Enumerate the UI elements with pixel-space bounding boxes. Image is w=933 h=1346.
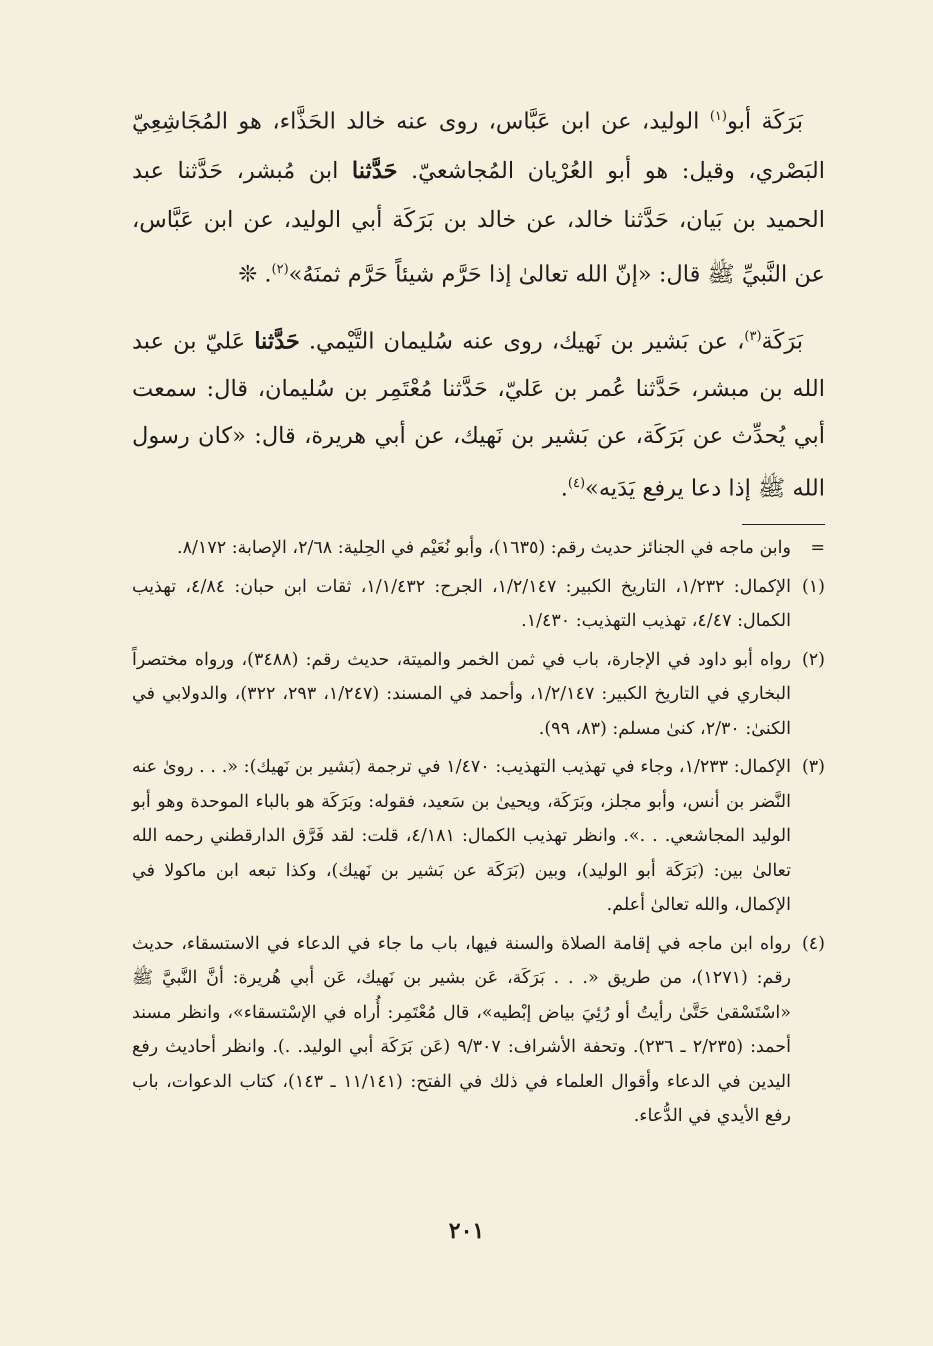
- entry-text: . ❊: [238, 261, 272, 287]
- footnote-text: رواه ابن ماجه في إقامة الصلاة والسنة فيها، باب ما جاء في الدعاء في الاستسقاء، حديث رقم: (١٢٧١)، من طريق «. . . بَرَكَة، عَن بشير بن نَهيك، عَن أبي هُريرة: أنَّ النَّبيَّ ﷺ «اسْتَسْقىٰ حَتَّىٰ رأيتُ أو رُئِيَ بياض إبْطيه»، قال مُعْتَمِر: أُراه في الإسْتسقاء»، وانظر مسند أحمد: (٢/٢٣٥ ـ ٢٣٦). وتحفة الأشراف: ٩/٣٠٧ (عَن بَرَكَة أبي الوليد. .). وانظر أحاديث رفع اليدين في الدعاء وأقوال العلماء في ذلك في الفتح: (١١/١٤١ ـ ١٤٣)، كتاب الدعوات، باب رفع الأيدي في الدُّعاء.: [132, 933, 792, 1126]
- footnote-3: [132, 750, 825, 923]
- haddathana-keyword: حَدَّثنا: [351, 157, 398, 184]
- entry-text: ، عن بَشير بن نَهيك، روى عنه سُليمان التَّيْمي.: [299, 328, 745, 355]
- entry-text: بَرَكَة: [761, 328, 803, 355]
- footnote-text: رواه أبو داود في الإجارة، باب في ثمن الخمر والميتة، حديث رقم: (٣٤٨٨)، ورواه مختصراً البخاري في التاريخ الكبير: ١/٢/١٤٧، وأحمد في المسند: (١/٢٤٧، ٢٩٣، ٣٢٢)، والدولابي في الكنىٰ: ٢/٣٠، كنىٰ مسلم: (٨٣، ٩٩).: [132, 649, 791, 739]
- entry-text: بَرَكَة أبو: [726, 108, 803, 135]
- entry-paragraph: [132, 92, 825, 299]
- entry-text: عَليّ بن عبد الله بن مبشر، حَدَّثنا عُمر بن عَليّ، حَدَّثنا مُعْتَمِر بن سُليمان، قال: سمعت أبي يُحدِّث عن بَرَكَة، عن بَشير بن نَهيك، عن أبي هريرة، قال: «كان رسول الله ﷺ إذا دعا يرفع يَدَيه»: [132, 328, 825, 501]
- footnote-ref: (٢): [271, 261, 289, 277]
- haddathana-keyword: حَدَّثنا: [254, 328, 300, 355]
- footnote-number: (٢): [801, 649, 825, 670]
- footnote-number: (٤): [801, 933, 825, 954]
- footnote-4: [132, 927, 825, 1134]
- footnote-ref: (٤): [567, 475, 586, 491]
- footnote-number: =: [810, 538, 825, 558]
- footnote-text: وابن ماجه في الجنائز حديث رقم: (١٦٣٥)، وأبو نُعَيْم في الحِلية: ٢/٦٨، الإصابة: ٨/١٧٢.: [177, 538, 791, 558]
- footnote-divider: [742, 524, 825, 525]
- footnote-continued: [132, 531, 825, 566]
- footnote-number: (١): [801, 576, 825, 597]
- footnote-text: الإكمال: ١/٢٣٢، التاريخ الكبير: ١/٢/١٤٧، الجرح: ١/١/٤٣٢، ثقات ابن حبان: ٤/٨٤، تهذيب الكمال: ٤/٤٧، تهذيب التهذيب: ١/٤٣٠.: [132, 576, 792, 631]
- entry-baraka-an-bashir: [132, 313, 825, 512]
- entry-text: ابن مُبشر، حَدَّثنا عبد الحميد بن بَيان، حَدَّثنا خالد، عن خالد بن بَرَكَة أبي الوليد، عن ابن عَبَّاس، عن النَّبيِّ ﷺ قال: «إنّ الله تعالىٰ إذا حَرَّم شيئاً حَرَّم ثمنَهُ»: [132, 157, 825, 287]
- footnotes: [132, 531, 825, 1134]
- page-number: ٢٠١: [448, 1218, 485, 1244]
- footnote-text: الإكمال: ١/٢٣٣، وجاء في تهذيب التهذيب: ١/٤٧٠ في ترجمة (بَشير بن نَهيك): «. . . روىٰ عنه النَّضر بن أنس، وأبو مجلز، وبَرَكَة، ويحيىٰ بن سَعيد، فقوله: وبَرَكَة هو بالباء الموحدة وهو أبو الوليد المجاشعي. . .». وانظر تهذيب الكمال: ٤/١٨١، قلت: لقد فَرَّق الدارقطني رحمه الله تعالىٰ بين: (بَرَكَة أبو الوليد)، وبين (بَرَكَة عن بَشير بن نَهيك)، وكذا تبعه ابن ماكولا في الإكمال، والله تعالىٰ أعلم.: [132, 757, 792, 915]
- footnote-2: [132, 643, 825, 747]
- footnote-ref: (٣): [744, 329, 762, 344]
- footnote-ref: (١): [709, 109, 727, 124]
- footnote-divider-wrap: [132, 512, 825, 525]
- entry-paragraph: [132, 313, 825, 512]
- footnote-number: (٣): [801, 757, 825, 777]
- entry-text: .: [560, 475, 568, 501]
- footnote-1: [132, 570, 825, 639]
- entry-text: الوليد، عن ابن عَبَّاس، روى عنه خالد الحَذَّاء، هو المُجَاشِعِيّ البَصْري، وقيل: هو أبو العُرْيان المُجاشعيّ.: [132, 108, 826, 184]
- entry-baraka-abu-al-walid: [132, 92, 825, 299]
